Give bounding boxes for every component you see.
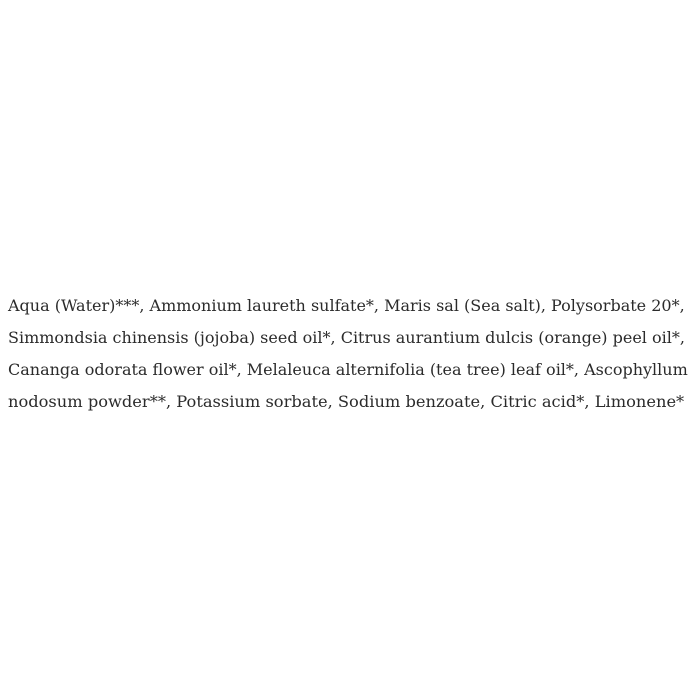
ingredients-line: Simmondsia chinensis (jojoba) seed oil*, Citrus aurantium dulcis (orange) peel oil*, [8,328,685,347]
ingredients-line: Aqua (Water)***, Ammonium laureth sulfate*, Maris sal (Sea salt), Polysorbate 20*, [8,296,685,315]
ingredients-line: Cananga odorata flower oil*, Melaleuca alternifolia (tea tree) leaf oil*, Ascophyllum [8,360,688,379]
ingredients-list [8,290,694,418]
ingredients-line: nodosum powder**, Potassium sorbate, Sodium benzoate, Citric acid*, Limonene* [8,392,685,411]
